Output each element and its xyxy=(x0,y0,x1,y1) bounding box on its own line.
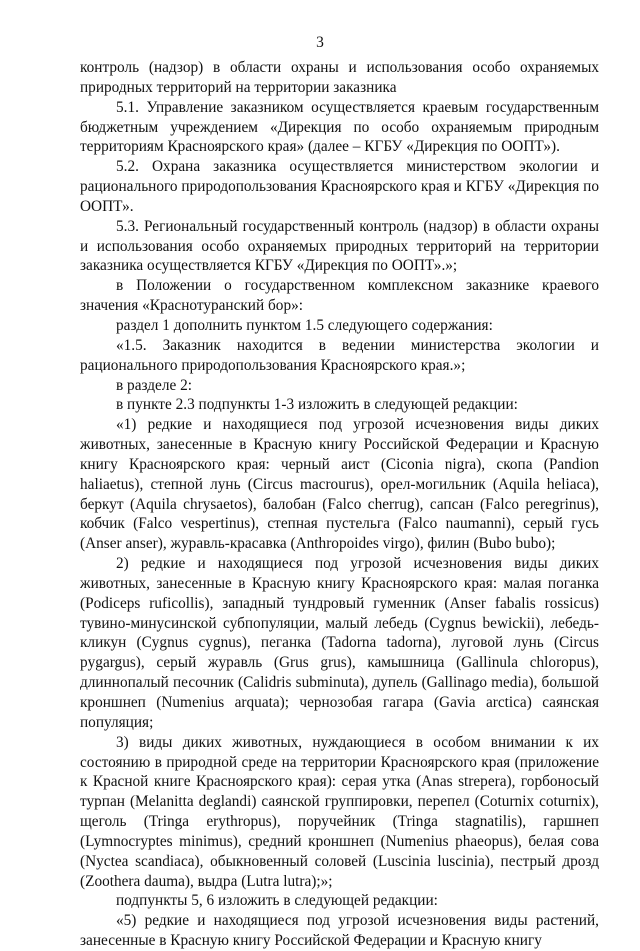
paragraph-clause-5-1: 5.1. Управление заказником осуществляется краевым государственным бюджетным учреждением «Дирекция по особо охраняемым природным территориям Красноярского края» (далее – КГБУ «Дирекция по ООПТ»). xyxy=(80,98,599,156)
document-body xyxy=(80,58,599,951)
paragraph-section-2: в разделе 2: xyxy=(116,376,192,394)
paragraph-clause-5-3: 5.3. Региональный государственный контроль (надзор) в области охраны и использования особо охраняемых природных территорий на территории заказника осуществляется КГБУ «Дирекция по ООПТ».»; xyxy=(80,217,599,275)
paragraph-clause-5-2: 5.2. Охрана заказника осуществляется министерством экологии и рационального природопользования Красноярского края и КГБУ «Дирекция по ООПТ». xyxy=(80,158,599,215)
paragraph-section-1-amendment: раздел 1 дополнить пунктом 1.5 следующего содержания: xyxy=(116,316,493,334)
paragraph-clause-1-5: «1.5. Заказник находится в ведении министерства экологии и рационального природопользования Красноярского края.»; xyxy=(80,336,599,374)
paragraph-subclause-1: «1) редкие и находящиеся под угрозой исчезновения виды диких животных, занесенные в Красную книгу Российской Федерации и Красную книгу Красноярского края: черный аист (Ciconia nigra), скопа (Pandion haliaetus), степной лунь (Circus macrourus), орел-могильник (Aquila heliaca), беркут (Aquila chrysaetos), балобан (Falco cherrug), сапсан (Falco peregrinus), кобчик (Falco vespertinus), степная пустельга (Falco naumanni), серый гусь (Anser anser), журавль-красавка (Anthropoides virgo), филин (Bubo bubo); xyxy=(80,416,599,553)
paragraph-subclause-3: 3) виды диких животных, нуждающиеся в особом внимании к их состоянию в природной среде на территории Красноярского края (приложение к Красной книге Красноярского края): серая утка (Anas strepera), горбоносый турпан (Melanitta deglandi) саянской группировки, перепел (Coturnix coturnix), щеголь (Tringa erythropus), поручейник (Tringa stagnatilis), гаршнеп (Lymnocryptes minimus), средний кроншнеп (Numenius phaeopus), белая сова (Nyctea scandiaca), обыкновенный соловей (Luscinia luscinia), пестрый дрозд (Zoothera dauma), выдра (Lutra lutra);»; xyxy=(80,733,599,890)
paragraph-oversight-continuation: контроль (надзор) в области охраны и использования особо охраняемых природных территорий на территории заказника xyxy=(80,59,599,96)
paragraph-subclause-5: «5) редкие и находящиеся под угрозой исчезновения виды растений, занесенные в Красную книгу Российской Федерации и Красную книгу xyxy=(80,912,599,950)
paragraph-subclause-2: 2) редкие и находящиеся под угрозой исчезновения виды диких животных, занесенные в Красную книгу Красноярского края: малая поганка (Podiceps ruficollis), западный тундровый гуменник (Anser fabalis rossicus) тувино-минусинской субпопуляции, малый лебедь (Cygnus bewickii), лебедь-кликун (Cygnus cygnus), пеганка (Tadorna tadorna), луговой лунь (Circus pygargus), серый журавль (Grus grus), камышница (Gallinula chloropus), длиннопалый песочник (Calidris subminuta), дупель (Gallinago media), большой кроншнеп (Numenius arquata); чернозобая гагара (Gavia arctica) саянская популяция; xyxy=(80,555,599,731)
page-number: 3 xyxy=(316,34,324,51)
paragraph-clause-2-3-intro: в пункте 2.3 подпункты 1-3 изложить в следующей редакции: xyxy=(116,396,518,414)
paragraph-subclauses-5-6-intro: подпункты 5, 6 изложить в следующей редакции: xyxy=(116,892,438,910)
paragraph-regulation-intro: в Положении о государственном комплексном заказнике краевого значения «Краснотуранский бор»: xyxy=(80,277,599,315)
